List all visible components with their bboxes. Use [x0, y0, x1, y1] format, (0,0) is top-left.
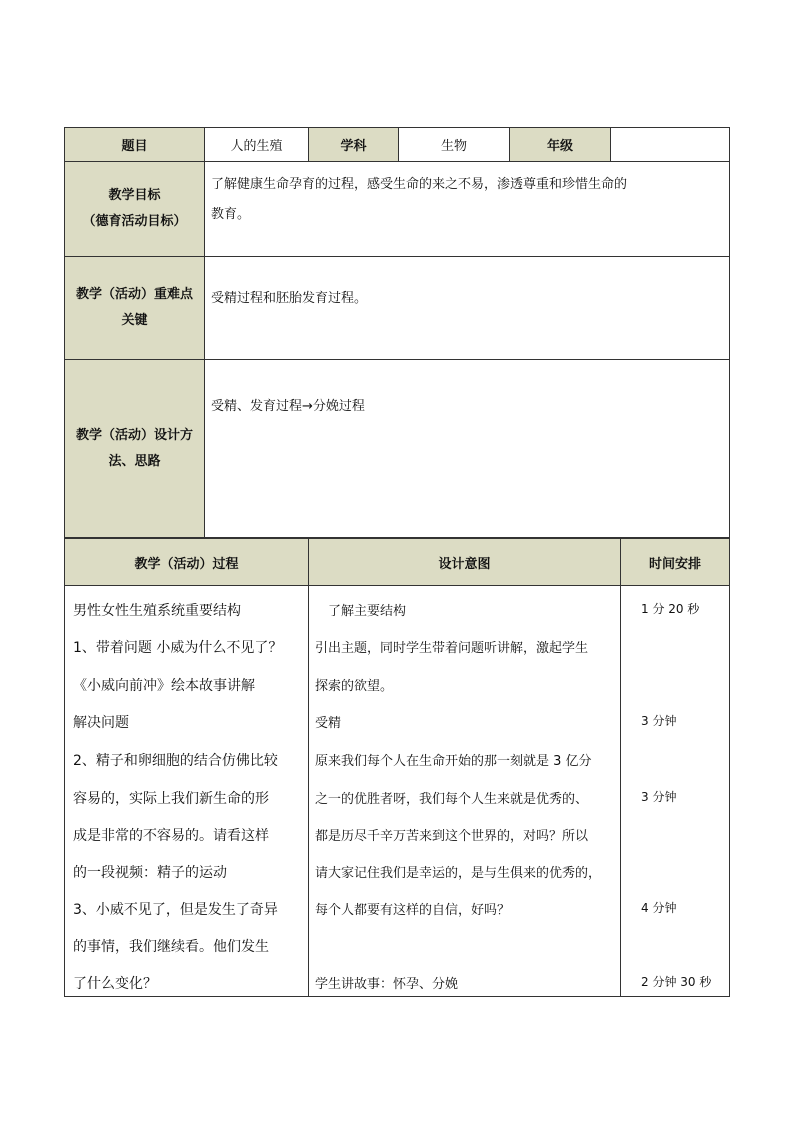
process-line: 了什么变化？ [73, 976, 157, 992]
time-entry: 3 分钟 [641, 714, 677, 728]
intent-line: 每个人都要有这样的自信，好吗？ [315, 903, 511, 918]
process-line: 成是非常的不容易的。请看这样 [73, 828, 269, 844]
grade-label: 年级 [510, 128, 611, 162]
intent-line: 之一的优胜者呀，我们每个人生来就是优秀的、 [315, 792, 589, 807]
time-entry: 2 分钟 30 秒 [641, 975, 712, 989]
design-text: 受精、发育过程→分娩过程 [205, 360, 730, 538]
intent-line: 请大家记住我们是幸运的，是与生俱来的优秀的， [315, 866, 602, 881]
topic-label: 题目 [65, 128, 205, 162]
time-entry: 3 分钟 [641, 790, 677, 804]
key-points-label-line1: 教学（活动）重难点 [75, 287, 193, 302]
time-column [621, 586, 730, 997]
time-header: 时间安排 [621, 539, 730, 586]
grade-value [611, 128, 730, 162]
goals-content [205, 162, 730, 257]
process-column [65, 586, 309, 997]
design-label-line1: 教学（活动）设计方 [75, 427, 193, 443]
intent-column [309, 586, 621, 997]
intent-line: 都是历尽千辛万苦来到这个世界的，对吗？所以 [315, 829, 589, 844]
intent-line: 学生讲故事：怀孕、分娩 [315, 977, 459, 992]
process-line: 的事情，我们继续看。他们发生 [73, 939, 269, 955]
process-table [64, 538, 730, 997]
intent-line: 探索的欲望。 [315, 679, 394, 694]
process-line: 1、带着问题 小威为什么不见了？ [73, 640, 283, 656]
process-header: 教学（活动）过程 [65, 539, 309, 586]
process-line: 的一段视频：精子的运动 [73, 865, 227, 881]
goals-label [65, 162, 205, 257]
intent-line: 引出主题，同时学生带着问题听讲解，激起学生 [315, 641, 589, 656]
key-points-label-line2: 关键 [121, 313, 148, 328]
goals-line1: 了解健康生命孕育的过程，感受生命的来之不易，渗透尊重和珍惜生命的 [211, 177, 628, 192]
goals-line2: 教育。 [211, 207, 251, 222]
subject-label: 学科 [309, 128, 399, 162]
topic-value: 人的生殖 [205, 128, 309, 162]
intent-line: 原来我们每个人在生命开始的那一刻就是 3 亿分 [315, 754, 592, 769]
goals-label-line1: 教学目标 [108, 188, 161, 203]
process-line: 2、精子和卵细胞的结合仿佛比较 [73, 753, 278, 769]
process-line: 3、小威不见了，但是发生了奇异 [73, 902, 278, 918]
time-entry: 1 分 20 秒 [641, 602, 700, 616]
intent-line: 了解主要结构 [315, 604, 407, 619]
key-points-label [65, 257, 205, 360]
process-line: 解决问题 [73, 715, 129, 731]
design-label [65, 360, 205, 538]
info-table [64, 127, 730, 538]
key-points-text: 受精过程和胚胎发育过程。 [205, 257, 730, 360]
design-label-line2: 法、思路 [108, 453, 161, 469]
process-line: 《小威向前冲》绘本故事讲解 [73, 678, 255, 694]
intent-header: 设计意图 [309, 539, 621, 586]
intent-line: 受精 [315, 716, 342, 731]
subject-value: 生物 [399, 128, 510, 162]
process-line: 男性女性生殖系统重要结构 [73, 603, 241, 619]
goals-label-line2: （德育活动目标） [82, 214, 187, 229]
time-entry: 4 分钟 [641, 901, 677, 915]
process-line: 容易的，实际上我们新生命的形 [73, 791, 269, 807]
